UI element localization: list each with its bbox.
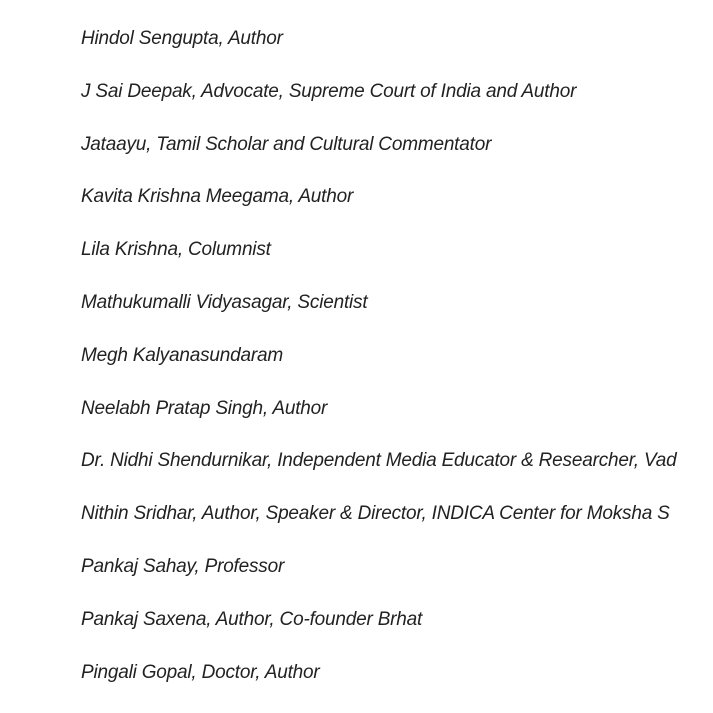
signatory-line: Hindol Sengupta, Author	[81, 28, 283, 49]
signatory-line: Megh Kalyanasundaram	[81, 344, 283, 366]
signatory-line: Kavita Krishna Meegama, Author	[81, 186, 354, 208]
signatory-line: Neelabh Pratap Singh, Author	[81, 397, 328, 419]
signatory-line: Nithin Sridhar, Author, Speaker & Director, INDICA Center for Moksha S	[81, 503, 670, 525]
signatory-line: Pingali Gopal, Doctor, Author	[81, 661, 320, 683]
signatory-line: Pankaj Saxena, Author, Co-founder Brhat	[81, 608, 423, 630]
signatory-line: Pankaj Sahay, Professor	[81, 555, 285, 577]
signatory-list	[81, 25, 676, 711]
signatory-line: Lila Krishna, Columnist	[81, 239, 271, 261]
signatory-line: Dr. Nidhi Shendurnikar, Independent Media Educator & Researcher, Vad	[81, 450, 677, 472]
signatory-line: Mathukumalli Vidyasagar, Scientist	[81, 291, 368, 313]
signatory-line: Jataayu, Tamil Scholar and Cultural Commentator	[81, 133, 492, 155]
signatory-line: J Sai Deepak, Advocate, Supreme Court of India and Author	[81, 80, 577, 102]
